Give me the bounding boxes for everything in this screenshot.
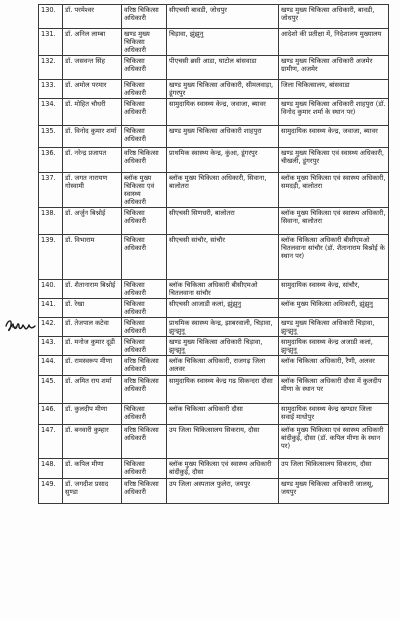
table-row [39, 376, 389, 404]
new-posting-cell: खण्ड मुख्य चिकित्सा अधिकारी, बावडी, जोधपुर [279, 5, 389, 29]
officer-name-cell: डॉ. परमेश्वर [63, 5, 122, 29]
new-posting-cell: ब्लॉक मुख्य चिकित्सा अधिकारी, झुंझुनु [279, 299, 389, 318]
current-posting-cell: खण्ड मुख्य चिकित्सा अधिकारी चिड़ावा, झुन्झुनू [167, 337, 279, 356]
officer-name-cell: डॉ. नरेन्द्र प्रजापत [63, 148, 122, 173]
designation-cell: चिकित्सा अधिकारी [122, 208, 167, 235]
officer-name-cell: डॉ. अमोल परमार [63, 80, 122, 99]
table-row [39, 173, 389, 208]
current-posting-cell: चिड़ावा, झुंझुनु [167, 29, 279, 56]
designation-cell: चिकित्सा अधिकारी [122, 56, 167, 80]
current-posting-cell: ब्लॉक चिकित्सा अधिकारी, राजगढ़ जिला अलवर [167, 356, 279, 376]
officer-name-cell: डॉ. शैतानाराम बिश्नोई [63, 280, 122, 299]
current-posting-cell: सामुदायिक स्वास्थ्य केन्द्र गढ सिकन्दरा दौसा [167, 376, 279, 404]
current-posting-cell: उप जिला चिकित्सालय सिकराय, दौसा [167, 425, 279, 459]
new-posting-cell: ब्लॉक चिकित्सा अधिकारी, रैणी, अलवर [279, 356, 389, 376]
new-posting-cell: ब्लॉक चिकित्सा अधिकारी बीसीएमओ चितलवाना सांचौर (डॉ. शैतानाराम बिश्नोई के स्थान पर) [279, 235, 389, 280]
designation-cell: वरिष्ठ चिकित्सा अधिकारी [122, 425, 167, 459]
table-row [39, 80, 389, 99]
table-row [39, 126, 389, 148]
table-row [39, 479, 389, 504]
designation-cell: वरिष्ठ चिकित्सा अधिकारी [122, 479, 167, 504]
officer-name-cell: डॉ. रामस्वरूप मीणा [63, 356, 122, 376]
current-posting-cell: खण्ड मुख्य चिकित्सा अधिकारी, सीमलवाड़ा, डूंगरपुर [167, 80, 279, 99]
officer-name-cell: डॉ. अनिल लाम्बा [63, 29, 122, 56]
row-number-cell: 134. [39, 99, 63, 126]
table-row [39, 208, 389, 235]
new-posting-cell: खण्ड मुख्य चिकित्सा अधिकारी अजमेर ग्रामीण, अजमेर [279, 56, 389, 80]
row-number-cell: 148. [39, 459, 63, 479]
new-posting-cell: खण्ड मुख्य चिकित्सा एवं स्वास्थ्य अधिकारी, चीखली, डूंगरपुर [279, 148, 389, 173]
current-posting-cell: उप जिला अस्पताल फुलेरा, जयपुर [167, 479, 279, 504]
officer-name-cell: डॉ. तेजपाल कटेवा [63, 318, 122, 337]
row-number-cell: 133. [39, 80, 63, 99]
row-number-cell: 141. [39, 299, 63, 318]
officer-name-cell: डॉ. जसवन्त सिंह [63, 56, 122, 80]
current-posting-cell: ब्लॉक चिकित्सा अधिकारी दौसा [167, 404, 279, 425]
new-posting-cell: ब्लॉक मुख्य चिकित्सा एवं स्वास्थ्य अधिकारी, समदड़ी, बालोतरा [279, 173, 389, 208]
table-row [39, 235, 389, 280]
designation-cell: चिकित्सा अधिकारी [122, 318, 167, 337]
row-number-cell: 143. [39, 337, 63, 356]
current-posting-cell: सीएचसी सिणधरी, बालोतरा [167, 208, 279, 235]
officer-name-cell: डॉ. जगत नारायण गोस्वामी [63, 173, 122, 208]
row-number-cell: 147. [39, 425, 63, 459]
table-row [39, 5, 389, 29]
current-posting-cell: ब्लॉक चिकित्सा अधिकारी बीसीएमओ चितलवाना सांचौर [167, 280, 279, 299]
row-number-cell: 136. [39, 148, 63, 173]
current-posting-cell: सीएचसी आजाडी कलां, झुंझुनु [167, 299, 279, 318]
current-posting-cell: पीएचसी ब्रसी आडा, घाटोल बांसवाडा [167, 56, 279, 80]
designation-cell: वरिष्ठ चिकित्सा अधिकारी [122, 376, 167, 404]
new-posting-cell: उप जिला चिकित्सालय सिकराय, दौसा [279, 459, 389, 479]
table-row [39, 459, 389, 479]
table-body [39, 5, 389, 504]
table-row [39, 356, 389, 376]
designation-cell: ब्लॉक मुख्य चिकित्सा एवं स्वास्थ्य अधिकारी [122, 173, 167, 208]
new-posting-cell: जिला चिकित्सालय, बांसवाडा [279, 80, 389, 99]
row-number-cell: 145. [39, 376, 63, 404]
officer-name-cell: डॉ. अमित राय शर्मा [63, 376, 122, 404]
current-posting-cell: प्राथमिक स्वास्थ्य केन्द्र, झाबरवाली, चिड़ावा, झुन्झुनू [167, 318, 279, 337]
designation-cell: चिकित्सा अधिकारी [122, 235, 167, 280]
designation-cell: वरिष्ठ चिकित्सा अधिकारी [122, 5, 167, 29]
row-number-cell: 146. [39, 404, 63, 425]
new-posting-cell: सामुदायिक स्वास्थ्य केन्द्र खण्डार जिला सवाई माधोपुर [279, 404, 389, 425]
current-posting-cell: खण्ड मुख्य चिकित्सा अधिकारी शाहपुरा [167, 126, 279, 148]
table-row [39, 425, 389, 459]
designation-cell: चिकित्सा अधिकारी [122, 404, 167, 425]
designation-cell: चिकित्सा अधिकारी [122, 299, 167, 318]
officer-name-cell: डॉ. कुलदीप मीणा [63, 404, 122, 425]
new-posting-cell: सामुदायिक स्वास्थ्य केन्द्र, सांचौर, [279, 280, 389, 299]
row-number-cell: 135. [39, 126, 63, 148]
table-row [39, 29, 389, 56]
designation-cell: चिकित्सा अधिकारी [122, 126, 167, 148]
new-posting-cell: ब्लॉक चिकित्सा अधिकारी दौसा में कुलदीप मीणा के स्थान पर [279, 376, 389, 404]
row-number-cell: 140. [39, 280, 63, 299]
new-posting-cell: ब्लॉक मुख्य चिकित्सा एवं स्वास्थ्य अधिकारी, सिवाना, बालोतरा [279, 208, 389, 235]
officer-name-cell: डॉ. विनोद कुमार शर्मा [63, 126, 122, 148]
officer-name-cell: डॉ. मनोज कुमार दूडी [63, 337, 122, 356]
new-posting-cell: खण्ड मुख्य चिकित्सा अधिकारी शाहपुरा (डॉ. विनोद कुमार शर्मा के स्थान पर) [279, 99, 389, 126]
row-number-cell: 142. [39, 318, 63, 337]
transfer-table [38, 4, 389, 504]
designation-cell: वरिष्ठ चिकित्सा अधिकारी [122, 356, 167, 376]
new-posting-cell: ब्लॉक मुख्य चिकित्सा एवं स्वास्थ्य अधिकारी बांदीकुई, दौसा (डॉ. कपिल मीणा के स्थान पर) [279, 425, 389, 459]
table-row [39, 280, 389, 299]
table-row [39, 337, 389, 356]
designation-cell: चिकित्सा अधिकारी [122, 80, 167, 99]
current-posting-cell: सामुदायिक स्वास्थ्य केन्द्र, जवाजा, ब्यावर [167, 99, 279, 126]
new-posting-cell: आदेशो की प्रतीक्षा में, निदेशालय मुख्यालय [279, 29, 389, 56]
officer-name-cell: डॉ. अर्जुन बिश्नोई [63, 208, 122, 235]
row-number-cell: 132. [39, 56, 63, 80]
new-posting-cell: खण्ड मुख्य चिकित्सा अधिकारी चिड़ावा, झुन्झुनू [279, 318, 389, 337]
row-number-cell: 138. [39, 208, 63, 235]
designation-cell: चिकित्सा अधिकारी [122, 459, 167, 479]
new-posting-cell: सामुदायिक स्वास्थ्य केन्द्र, जवाजा, ब्यावर [279, 126, 389, 148]
row-number-cell: 139. [39, 235, 63, 280]
officer-name-cell: डॉ. कपिल मीणा [63, 459, 122, 479]
row-number-cell: 130. [39, 5, 63, 29]
designation-cell: खण्ड मुख्य चिकित्सा अधिकारी [122, 29, 167, 56]
table-row [39, 56, 389, 80]
row-number-cell: 137. [39, 173, 63, 208]
row-number-cell: 144. [39, 356, 63, 376]
current-posting-cell: ब्लॉक मुख्य चिकित्सा अधिकारी, सिवाना, बालोतरा [167, 173, 279, 208]
table-row [39, 318, 389, 337]
designation-cell: चिकित्सा अधिकारी [122, 337, 167, 356]
handwritten-signature [4, 316, 38, 338]
row-number-cell: 131. [39, 29, 63, 56]
row-number-cell: 149. [39, 479, 63, 504]
officer-name-cell: डॉ. जगदीश प्रसाद सुण्डा [63, 479, 122, 504]
current-posting-cell: प्राथमिक स्वास्थ्य केन्द्र, कुंआ, डूंगरपुर [167, 148, 279, 173]
table-row [39, 404, 389, 425]
table-row [39, 148, 389, 173]
designation-cell: चिकित्सा अधिकारी [122, 280, 167, 299]
current-posting-cell: ब्लॉक मुख्य चिकित्सा एवं स्वास्थ्य अधिकारी बांदीकुई, दौसा [167, 459, 279, 479]
new-posting-cell: खण्ड मुख्य चिकित्सा अधिकारी जालसू, जयपुर [279, 479, 389, 504]
officer-name-cell: डॉ. मोहित चौधरी [63, 99, 122, 126]
designation-cell: चिकित्सा अधिकारी [122, 99, 167, 126]
new-posting-cell: सामुदायिक स्वास्थ्य केन्द्र अजाडी कलां, झुन्झुनू [279, 337, 389, 356]
designation-cell: वरिष्ठ चिकित्सा अधिकारी [122, 148, 167, 173]
current-posting-cell: सीएचसी बावडी, जोधपुर [167, 5, 279, 29]
current-posting-cell: सीएचसी सांचौर, सांचौर [167, 235, 279, 280]
officer-name-cell: डॉ. विभाराम [63, 235, 122, 280]
table-row [39, 299, 389, 318]
officer-name-cell: डॉ. बनवारी कुम्हार [63, 425, 122, 459]
officer-name-cell: डॉ. रेखा [63, 299, 122, 318]
table-row [39, 99, 389, 126]
